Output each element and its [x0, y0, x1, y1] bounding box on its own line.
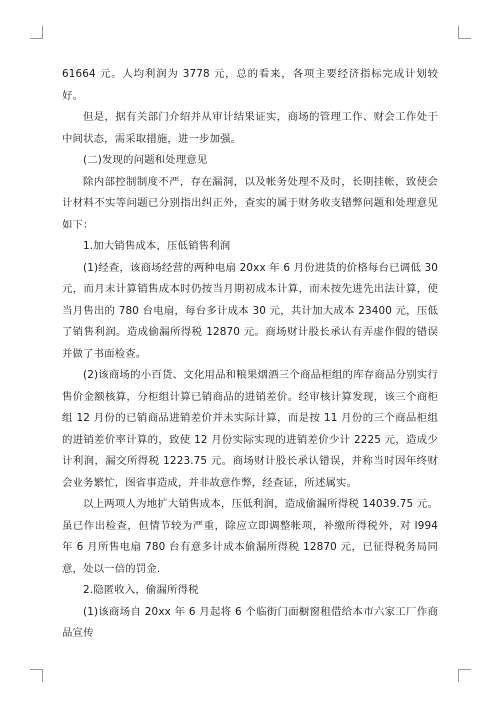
crop-mark-top-left [30, 26, 43, 39]
subheading-cost-inflation: 1.加大销售成本，压低销售利润 [83, 240, 231, 252]
paragraph-item-1: (1)经查，该商场经营的两种电扇 20xx 年 6 月份进货的价格每台已调低 30 元，而月末计算销售成本时仍按当月期初成本计算，而未按先进先出法计算，使当月售出的 780 台电扇，每台多计成本 30 元，共计加大成本 23400 元，压低了销售利润。造成偷漏所得税 12870 元。商场财计股长承认有弄虚作假的错误并做了书面检查。 [62, 261, 438, 360]
subheading-hidden-income: 2.隐匿收入，偷漏所得税 [83, 584, 199, 596]
section-heading-problems: (二)发现的问题和处理意见 [83, 154, 208, 166]
crop-mark-bottom-left [30, 669, 43, 682]
paragraph-intro-problems: 除内部控制制度不严，存在漏洞，以及帐务处理不及时，长期挂帐，致使会计材料不实等问题已分别指出纠正外，查实的属于财务收支错弊问题和处理意见如下： [62, 175, 438, 231]
crop-mark-bottom-right [458, 669, 471, 682]
paragraph-item-rental: (1)该商场自 20xx 年 6 月起将 6 个临街门面橱窗租借给本市六家工厂作商品宣传 [62, 605, 438, 639]
paragraph-item-2: (2)该商场的小百货、文化用品和粮果烟酒三个商品柜组的库存商品分别实行售价金额核算，分柜组计算已销商品的进销差价。经审核计算发现，该三个商柜组 12 月份的已销商品进销差价并未实际计算，而是按 11 月份的三个商品柜组的进销差价率计算的，致使 12 月份实际实现的进销差价少计 2225 元，造成少计利润，漏交所得税 1223.75 元。商场财计股长承认错误，并称当时因年终财会业务繁忙，图省事造成，并非故意作弊，经查证，所述属实。 [62, 369, 438, 489]
crop-mark-top-right [458, 26, 471, 39]
paragraph-summary-tail: 61664 元。人均利润为 3778 元，总的看来，各项主要经济指标完成计划较好。 [62, 68, 438, 102]
document-body [62, 64, 438, 645]
paragraph-summary-penalty: 以上两项人为地扩大销售成本，压低利润，造成偷漏所得税 14039.75 元。虽已作出检查，但情节较为严重，除应立即调整帐项，补缴所得税外，对 l994 年 6 月所售电扇 780 台有意多计成本偷漏所得税 12870 元，已征得税务局同意，处以一倍的罚金. [62, 498, 438, 575]
paragraph-management-status: 但是，据有关部门介绍并从审计结果证实，商场的管理工作、财会工作处于中间状态，需采取措施，进一步加强。 [62, 111, 438, 145]
